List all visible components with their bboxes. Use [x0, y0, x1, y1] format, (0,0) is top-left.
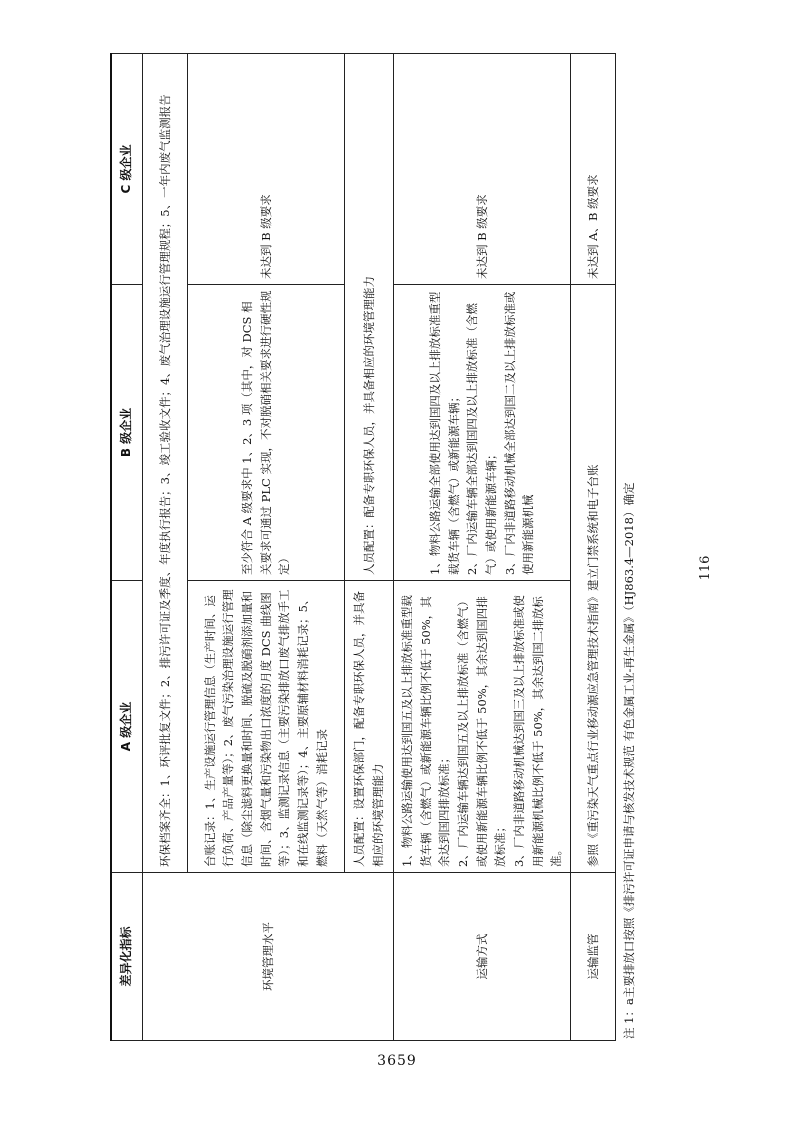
header-c-level: C 级企业 — [111, 54, 143, 285]
supervision-ab-cell: 参照《重污染天气重点行业移动源应急管理技术指南》建立门禁系统和电子台账 — [571, 285, 616, 873]
env-archives-cell: 环保档案齐全：1、环评批复文件；2、排污许可证及季度、年度执行报告；3、竣工验收文件；4、废气治理设施运行管理规程；5、一年内废气监测报告 — [143, 54, 188, 873]
staff-b-cell: 人员配置：配备专职环保人员，并具备相应的环境管理能力 — [345, 54, 394, 581]
indicator-env-management: 环境管理水平 — [143, 873, 394, 1041]
table-row — [143, 54, 188, 1041]
transport-a-item-1: 1、物料公路运输使用达到国五及以上排放标准重型载货车辆（含燃气）或新能源车辆比例不低于 50%，其余达到国四排放标准； — [400, 595, 452, 867]
transport-b-item-1: 1、物料公路运输全部使用达到国四及以上排放标准重型载货车辆（含燃气）或新能源车辆； — [428, 291, 461, 575]
transport-c-cell: 未达到 B 级要求 — [394, 54, 571, 285]
transport-a-item-3: 3、厂内非道路移动机械达到国三及以上排放标准或使用新能源机械比例不低于 50%，其余达到国二排放标准。 — [511, 595, 564, 867]
transport-b-cell — [394, 285, 571, 581]
transport-a-item-2: 2、厂内运输车辆达到国五及以上排放标准（含燃气）或使用新能源车辆比例不低于 50%，其余达到国四排放标准； — [456, 595, 508, 867]
rotated-table-wrapper — [110, 54, 658, 1041]
transport-b-item-3: 3、厂内非道路移动机械全部达到国二及以上排放标准或使用新能源机械 — [502, 291, 536, 575]
supervision-c-cell: 未达到 A、B 级要求 — [571, 54, 616, 285]
ledger-c-cell: 未达到 B 级要求 — [188, 54, 345, 285]
ledger-a-cell: 台账记录：1、生产设施运行管理信息（生产时间、运行负荷、产品产量等）；2、废气污染治理设施运行管理信息（除尘滤料更换量和时间、脱硫及脱硝剂添加量和时间、含烟气量和污染物出口浓度的月度 DCS 曲线图等）；3、监测记录信息（主要污染排放口废气排放手工和在线监测记录等）；4、主要原辅材料消耗记录；5、燃料（天然气等）消耗记录 — [188, 581, 345, 873]
header-b-level: B 级企业 — [111, 285, 143, 581]
staff-a-cell: 人员配置：设置环保部门，配备专职环保人员，并具备相应的环境管理能力 — [345, 581, 394, 873]
table-row — [394, 54, 571, 1041]
transport-b-item-2: 2、厂内运输车辆全部达到国四及以上排放标准（含燃气）或使用新能源车辆； — [465, 303, 498, 575]
header-a-level: A 级企业 — [111, 581, 143, 873]
indicator-transport: 运输方式 — [394, 873, 571, 1041]
indicator-transport-supervision: 运输监管 — [571, 873, 616, 1041]
table-footnote: 注 1：a主要排放口按照《排污许可证申请与核发技术规范 有色金属工业-再生金属》（HJ863.4—2018）确定 — [622, 482, 636, 1039]
transport-a-cell — [394, 581, 571, 873]
rotated-page-content — [110, 54, 658, 1041]
footer-number: 3659 — [377, 1053, 417, 1069]
differentiation-indicator-table — [110, 53, 616, 1041]
header-indicator: 差异化指标 — [111, 873, 143, 1041]
table-row — [571, 54, 616, 1041]
ledger-b-cell: 至少符合 A 级要求中 1、2、3 项（其中，对 DCS 相关要求可通过 PLC 实现，不对脱硝相关要求进行硬性规定） — [188, 285, 345, 581]
page-number: 116 — [698, 555, 713, 581]
table-header-row — [111, 54, 143, 1041]
